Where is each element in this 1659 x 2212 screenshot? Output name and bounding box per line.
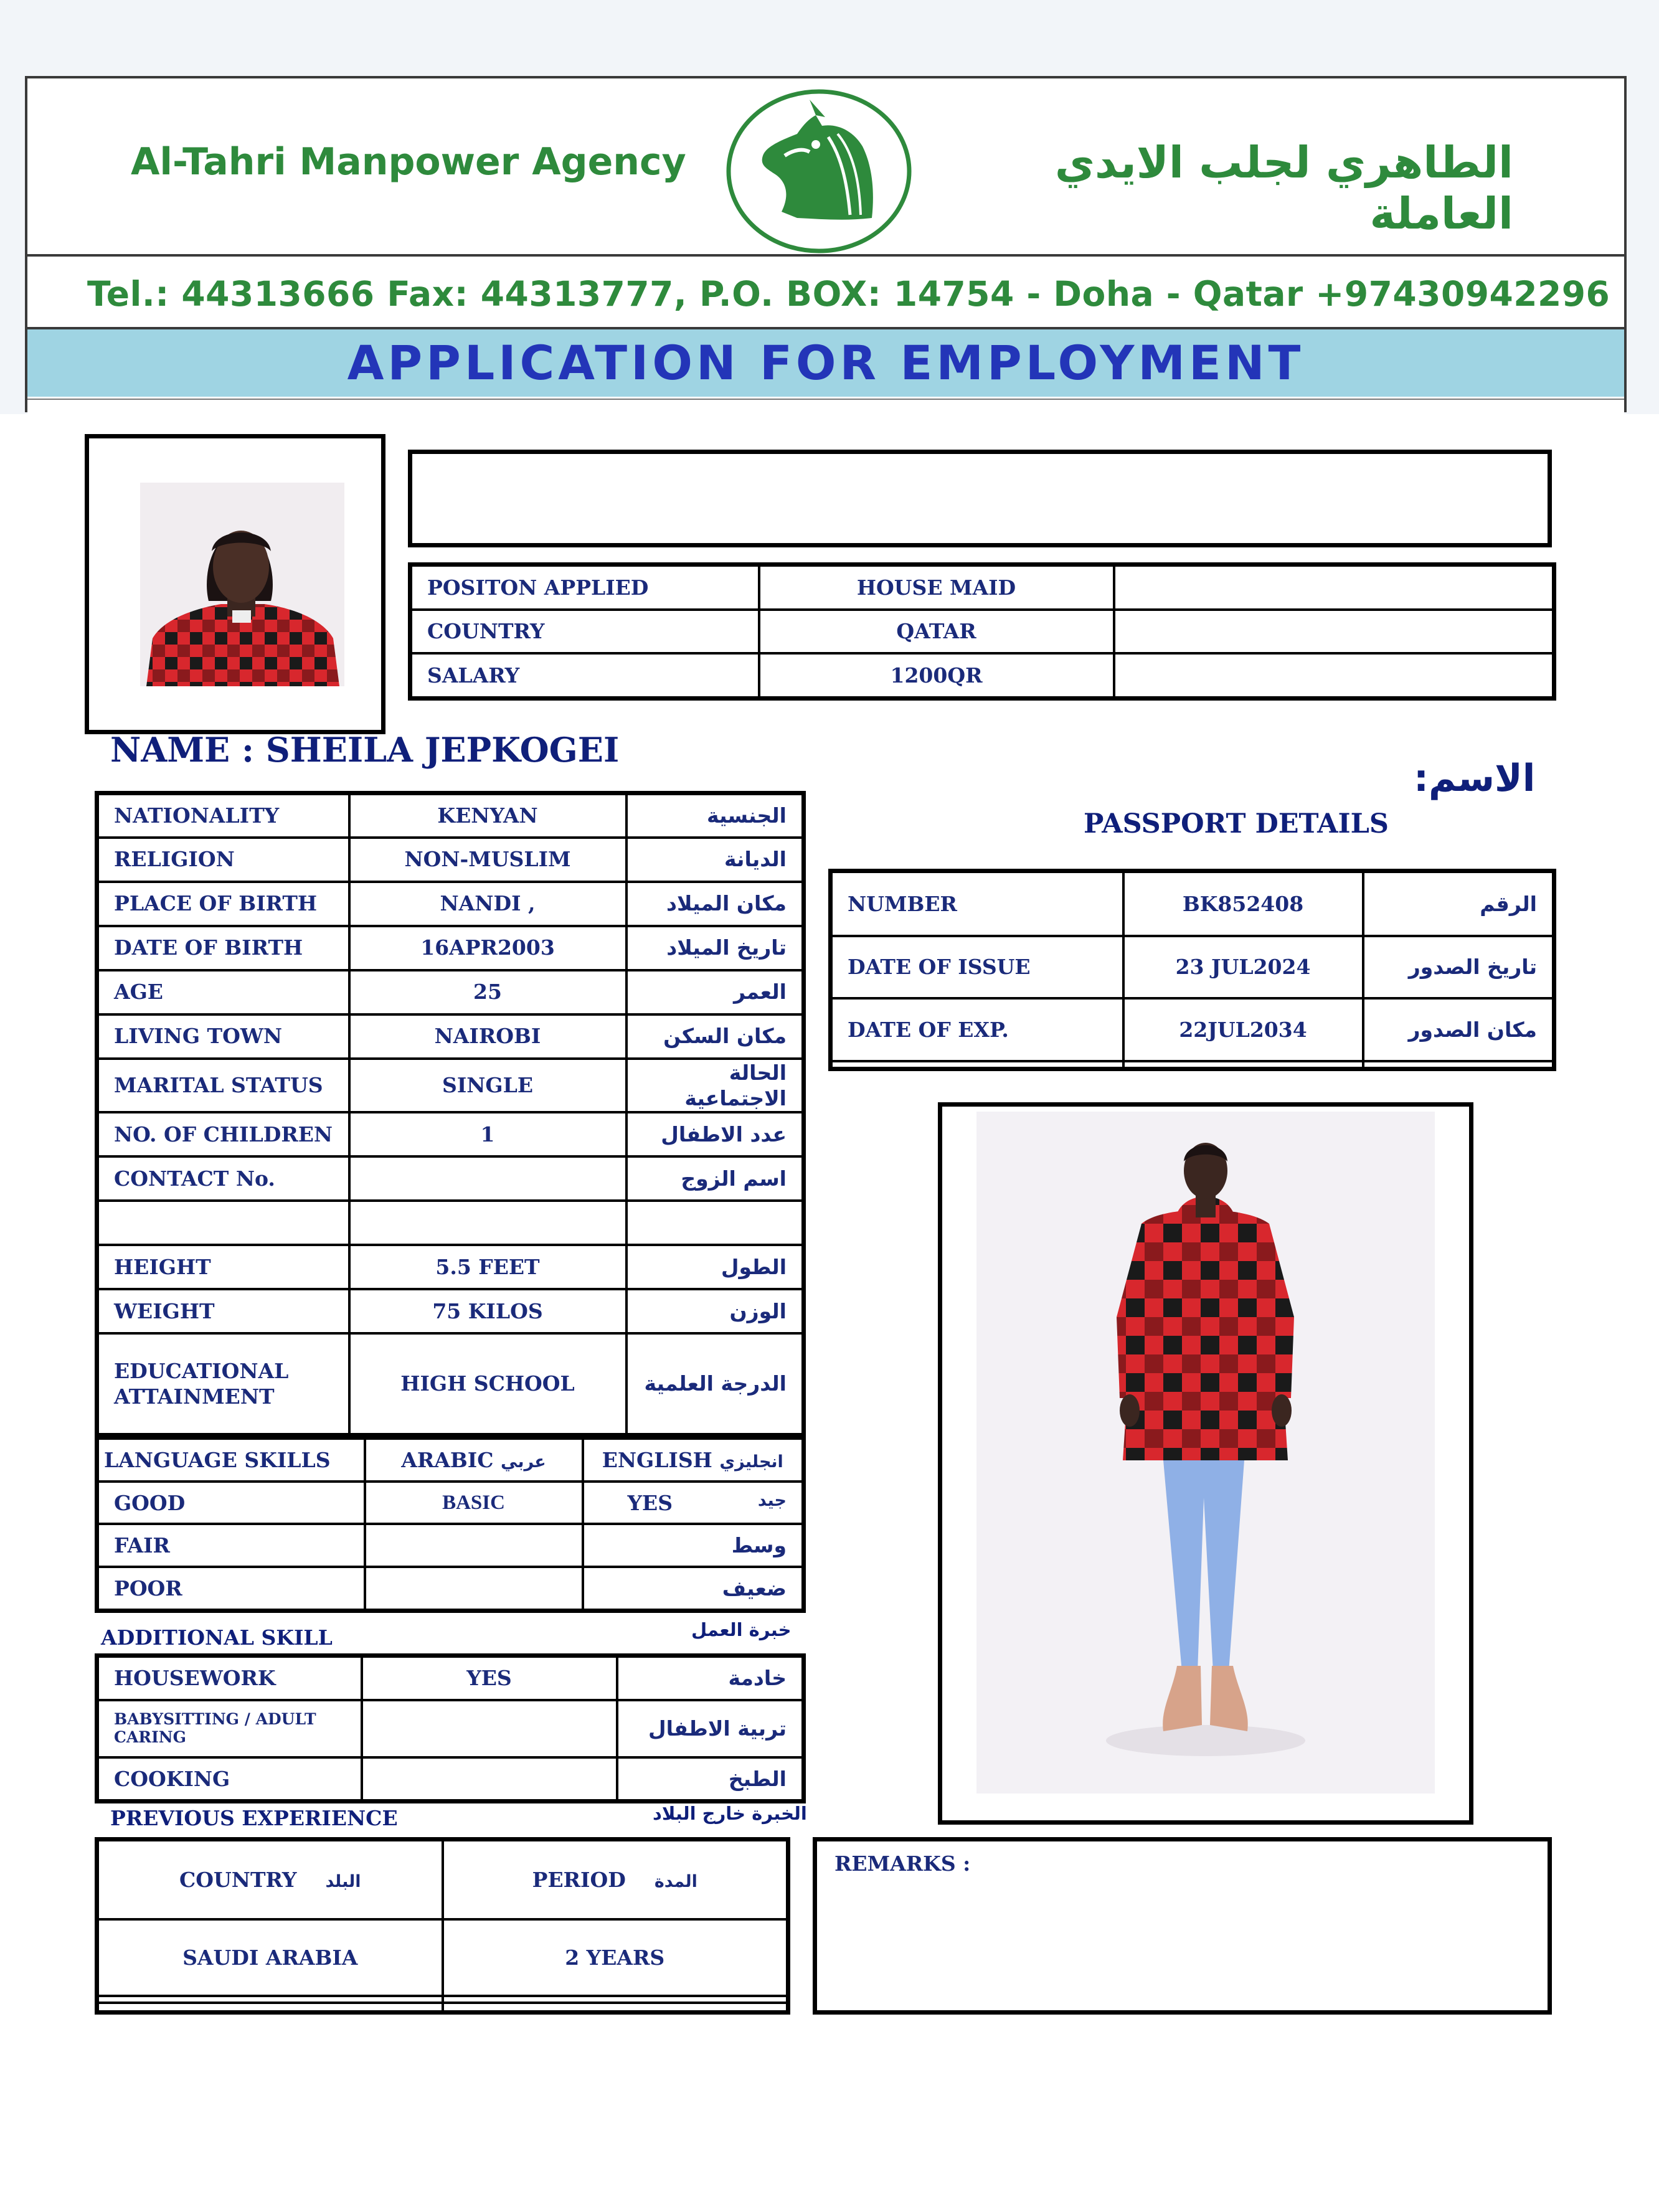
country-value: QATAR bbox=[759, 610, 1114, 653]
arabic-header-en: ARABIC bbox=[401, 1447, 494, 1472]
table-row bbox=[831, 936, 1554, 999]
education-label: EDUCATIONAL ATTAINMENT bbox=[97, 1333, 349, 1435]
table-row bbox=[97, 1567, 804, 1611]
education-label-ar: الدرجة العلمية bbox=[626, 1333, 804, 1435]
passport-details-title: PASSPORT DETAILS bbox=[1084, 808, 1389, 839]
table-row bbox=[97, 1289, 804, 1333]
english-column-header bbox=[583, 1438, 804, 1482]
table-row bbox=[97, 1919, 788, 1997]
table-row bbox=[97, 1201, 804, 1245]
table-row bbox=[97, 1156, 804, 1201]
table-row bbox=[97, 882, 804, 926]
empty-header-box bbox=[408, 450, 1552, 547]
cooking-label-ar: الطبخ bbox=[617, 1757, 804, 1802]
personal-details-table bbox=[95, 791, 806, 1437]
table-row bbox=[97, 2003, 788, 2012]
table-row bbox=[97, 1656, 804, 1700]
education-value: HIGH SCHOOL bbox=[349, 1333, 626, 1435]
language-level-fair: FAIR bbox=[97, 1524, 365, 1566]
english-header-ar: انجليزي bbox=[719, 1452, 783, 1472]
passport-number-value: BK852408 bbox=[1123, 871, 1363, 936]
empty-cell bbox=[1114, 653, 1554, 698]
place-of-birth-label: PLACE OF BIRTH bbox=[97, 882, 349, 926]
cooking-value bbox=[362, 1757, 617, 1802]
marital-status-label: MARITAL STATUS bbox=[97, 1059, 349, 1113]
marital-status-value: SINGLE bbox=[349, 1059, 626, 1113]
language-skills-table bbox=[95, 1435, 806, 1613]
table-row bbox=[97, 1700, 804, 1757]
passport-table bbox=[828, 869, 1556, 1071]
empty-cell bbox=[443, 2003, 788, 2012]
nationality-label: NATIONALITY bbox=[97, 793, 349, 838]
issue-date-value: 23 JUL2024 bbox=[1123, 936, 1363, 999]
empty-cell bbox=[97, 1201, 349, 1245]
full-body-photo bbox=[976, 1112, 1435, 1794]
experience-country: SAUDI ARABIA bbox=[97, 1919, 443, 1997]
empty-cell bbox=[1363, 1061, 1554, 1069]
additional-skills-table bbox=[95, 1653, 806, 1803]
date-of-birth-label-ar: تاريخ الميلاد bbox=[626, 926, 804, 970]
height-label-ar: الطول bbox=[626, 1245, 804, 1289]
expiry-date-label-ar: مكان الصدور bbox=[1363, 998, 1554, 1061]
applicant-name: NAME : SHEILA JEPKOGEI bbox=[110, 730, 620, 770]
contact-label-ar: اسم الزوج bbox=[626, 1156, 804, 1201]
children-label: NO. OF CHILDREN bbox=[97, 1112, 349, 1156]
date-of-birth-label: DATE OF BIRTH bbox=[97, 926, 349, 970]
position-value: HOUSE MAID bbox=[759, 565, 1114, 610]
babysitting-label-ar: تربية الاطفال bbox=[617, 1700, 804, 1757]
country-label: COUNTRY bbox=[410, 610, 759, 653]
language-level-good: GOOD bbox=[97, 1482, 365, 1524]
age-label-ar: العمر bbox=[626, 970, 804, 1014]
header-cutoff-strip bbox=[27, 399, 1624, 414]
height-value: 5.5 FEET bbox=[349, 1245, 626, 1289]
housework-value: YES bbox=[362, 1656, 617, 1700]
empty-cell bbox=[349, 1201, 626, 1245]
form-title: APPLICATION FOR EMPLOYMENT bbox=[347, 335, 1305, 390]
empty-cell bbox=[626, 1201, 804, 1245]
english-header-en: ENGLISH bbox=[602, 1447, 712, 1472]
religion-label: RELIGION bbox=[97, 838, 349, 882]
empty-cell bbox=[831, 1061, 1123, 1069]
nationality-value: KENYAN bbox=[349, 793, 626, 838]
period-header-ar: المدة bbox=[654, 1871, 697, 1891]
table-row bbox=[831, 1061, 1554, 1069]
table-row bbox=[97, 926, 804, 970]
english-good-value: YES bbox=[627, 1490, 673, 1515]
table-row bbox=[97, 1438, 804, 1482]
additional-skill-label-ar: خبرة العمل bbox=[691, 1619, 792, 1640]
table-row bbox=[410, 610, 1554, 653]
children-value: 1 bbox=[349, 1112, 626, 1156]
table-row bbox=[97, 1996, 788, 2003]
issue-date-label: DATE OF ISSUE bbox=[831, 936, 1123, 999]
country-header-ar: البلد bbox=[325, 1871, 361, 1891]
table-row bbox=[97, 1059, 804, 1113]
table-row bbox=[97, 838, 804, 882]
contact-value bbox=[349, 1156, 626, 1201]
country-header-en: COUNTRY bbox=[179, 1867, 297, 1892]
date-of-birth-value: 16APR2003 bbox=[349, 926, 626, 970]
children-label-ar: عدد الاطفال bbox=[626, 1112, 804, 1156]
religion-value: NON-MUSLIM bbox=[349, 838, 626, 882]
table-row bbox=[97, 1840, 788, 1919]
table-row bbox=[97, 1524, 804, 1566]
horse-head-icon bbox=[722, 87, 915, 255]
living-town-value: NAIROBI bbox=[349, 1014, 626, 1059]
agency-name-arabic: الطاهري لجلب الايدي العاملة bbox=[1054, 137, 1513, 239]
arabic-column-header bbox=[365, 1438, 583, 1482]
position-table bbox=[408, 562, 1556, 701]
table-row bbox=[410, 653, 1554, 698]
language-level-poor: POOR bbox=[97, 1567, 365, 1611]
experience-table bbox=[95, 1837, 790, 2015]
expiry-date-label: DATE OF EXP. bbox=[831, 998, 1123, 1061]
table-row bbox=[97, 1757, 804, 1802]
table-row bbox=[97, 1245, 804, 1289]
period-column-header bbox=[443, 1840, 788, 1919]
level-poor-ar: ضعيف bbox=[583, 1567, 804, 1611]
level-good-ar: جيد bbox=[757, 1490, 787, 1510]
table-row bbox=[97, 1112, 804, 1156]
contact-label: CONTACT No. bbox=[97, 1156, 349, 1201]
arabic-good-value: BASIC bbox=[365, 1482, 583, 1524]
empty-cell bbox=[1114, 565, 1554, 610]
housework-label-ar: خادمة bbox=[617, 1656, 804, 1700]
table-row bbox=[831, 998, 1554, 1061]
contact-line: Tel.: 44313666 Fax: 44313777, P.O. BOX: 14754 - Doha - Qatar +97430942296 bbox=[87, 274, 1610, 314]
babysitting-label: BABYSITTING / ADULT CARING bbox=[97, 1700, 362, 1757]
height-label: HEIGHT bbox=[97, 1245, 349, 1289]
passport-number-label: NUMBER bbox=[831, 871, 1123, 936]
previous-experience-label: PREVIOUS EXPERIENCE bbox=[110, 1806, 398, 1830]
language-skills-label: LANGUAGE SKILLS bbox=[97, 1438, 365, 1482]
weight-label-ar: الوزن bbox=[626, 1289, 804, 1333]
empty-cell bbox=[443, 1996, 788, 2003]
age-value: 25 bbox=[349, 970, 626, 1014]
experience-period: 2 YEARS bbox=[443, 1919, 788, 1997]
living-town-label-ar: مكان السكن bbox=[626, 1014, 804, 1059]
header-divider bbox=[25, 254, 1627, 257]
issue-date-label-ar: تاريخ الصدور bbox=[1363, 936, 1554, 999]
weight-label: WEIGHT bbox=[97, 1289, 349, 1333]
table-row bbox=[97, 1333, 804, 1435]
arabic-header-ar: عربي bbox=[501, 1452, 546, 1472]
place-of-birth-value: NANDI , bbox=[349, 882, 626, 926]
arabic-fair-value bbox=[365, 1524, 583, 1566]
level-fair-ar: وسط bbox=[583, 1524, 804, 1566]
arabic-poor-value bbox=[365, 1567, 583, 1611]
table-row bbox=[97, 970, 804, 1014]
nationality-label-ar: الجنسية bbox=[626, 793, 804, 838]
place-of-birth-label-ar: مكان الميلاد bbox=[626, 882, 804, 926]
table-row bbox=[97, 793, 804, 838]
period-header-en: PERIOD bbox=[532, 1867, 626, 1892]
living-town-label: LIVING TOWN bbox=[97, 1014, 349, 1059]
previous-experience-label-ar: الخبرة خارج البلاد bbox=[653, 1803, 807, 1824]
religion-label-ar: الديانة bbox=[626, 838, 804, 882]
housework-label: HOUSEWORK bbox=[97, 1656, 362, 1700]
remarks-label: REMARKS : bbox=[834, 1851, 971, 1876]
name-label-arabic: الاسم: bbox=[1414, 757, 1536, 800]
expiry-date-value: 22JUL2034 bbox=[1123, 998, 1363, 1061]
table-row bbox=[831, 871, 1554, 936]
empty-cell bbox=[1114, 610, 1554, 653]
empty-cell bbox=[1123, 1061, 1363, 1069]
passport-number-label-ar: الرقم bbox=[1363, 871, 1554, 936]
table-row bbox=[97, 1014, 804, 1059]
table-row bbox=[97, 1482, 804, 1524]
salary-value: 1200QR bbox=[759, 653, 1114, 698]
empty-cell bbox=[97, 1996, 443, 2003]
age-label: AGE bbox=[97, 970, 349, 1014]
cooking-label: COOKING bbox=[97, 1757, 362, 1802]
empty-cell bbox=[97, 2003, 443, 2012]
salary-label: SALARY bbox=[410, 653, 759, 698]
additional-skill-label: ADDITIONAL SKILL bbox=[101, 1625, 333, 1650]
position-label: POSITON APPLIED bbox=[410, 565, 759, 610]
weight-value: 75 KILOS bbox=[349, 1289, 626, 1333]
portrait-photo bbox=[140, 483, 344, 686]
table-row bbox=[410, 565, 1554, 610]
english-good-cell bbox=[583, 1482, 804, 1524]
country-column-header bbox=[97, 1840, 443, 1919]
babysitting-value bbox=[362, 1700, 617, 1757]
marital-status-label-ar: الحالة الاجتماعية bbox=[626, 1059, 804, 1113]
agency-name-english: Al-Tahri Manpower Agency bbox=[131, 140, 686, 184]
